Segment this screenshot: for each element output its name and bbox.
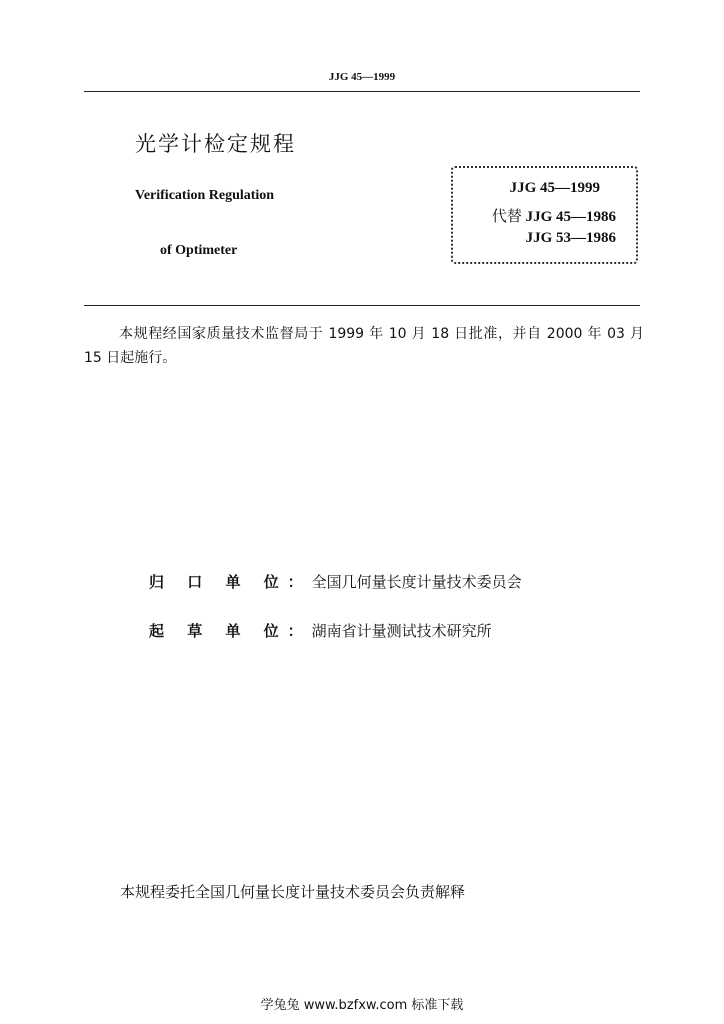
responsible-unit-row (149, 571, 522, 592)
title-chinese: 光学计检定规程 (135, 132, 296, 156)
title-english-line1: Verification Regulation (135, 188, 275, 203)
replaced-code-2: JJG 53—1986 (525, 230, 616, 246)
responsible-unit-value: 全国几何量长度计量技术委员会 (311, 573, 522, 591)
drafting-unit-label: 起 草 单 位： (149, 622, 312, 640)
header-standard-code: JJG 45—1999 (328, 71, 396, 83)
drafting-unit-value: 湖南省计量测试技术研究所 (311, 622, 492, 640)
download-watermark-line: 学兔兔 www.bzfxw.com 标准下载 (260, 998, 464, 1013)
drafting-unit-row (149, 620, 492, 641)
top-rule (84, 91, 640, 92)
approval-statement: 本规程经国家质量技术监督局于 1999 年 10 月 18 日批准，并自 2000 年 03 月 15 日起施行。 (84, 326, 644, 366)
title-english-line2: of Optimeter (160, 243, 238, 258)
standard-code-box (451, 166, 638, 264)
replaced-code-1: JJG 45—1986 (525, 209, 616, 225)
replaces-label: 代替 (491, 209, 522, 225)
interpretation-note: 本规程委托全国几何量长度计量技术委员会负责解释 (120, 883, 466, 901)
responsible-unit-label: 归 口 单 位： (149, 573, 312, 591)
middle-rule (84, 305, 640, 306)
current-code: JJG 45—1999 (509, 180, 600, 196)
